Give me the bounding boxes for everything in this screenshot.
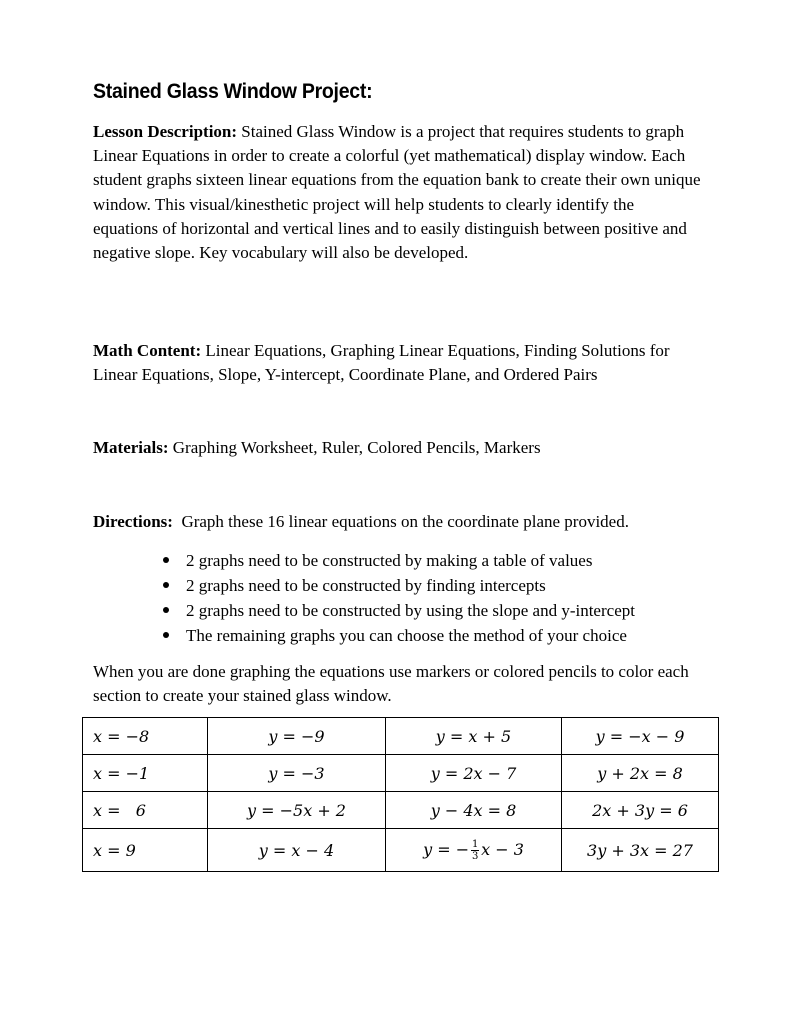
equation-cell: x = 9 <box>83 829 208 872</box>
equation-cell: y − 4x = 8 <box>386 792 562 829</box>
equation-cell-fraction: y = − $\frac{1}{3}$ x − 3 <box>386 829 562 872</box>
lesson-description-label: Lesson Description: <box>93 122 238 141</box>
equation-cell: x = 6 <box>83 792 208 829</box>
equation-cell: x = −1 <box>83 755 208 792</box>
materials <box>93 436 703 460</box>
closing-instructions: When you are done graphing the equations use markers or colored pencils to color each section to create your stained glass window. <box>93 662 689 706</box>
bullet-icon <box>163 582 169 588</box>
table-row <box>83 792 719 829</box>
equation-cell: y = −3 <box>208 755 386 792</box>
math-content-text: Linear Equations, Graphing Linear Equations, Finding Solutions for Linear Equations, Slope, Y-intercept, Coordinate Plane, and Ordered Pairs <box>93 341 670 385</box>
equation-cell: 3y + 3x = 27 <box>562 829 719 872</box>
list-item: The remaining graphs you can choose the method of your choice <box>163 623 635 648</box>
list-item: 2 graphs need to be constructed by making a table of values <box>163 548 635 573</box>
equation-cell: y + 2x = 8 <box>562 755 719 792</box>
equation-cell: 2x + 3y = 6 <box>562 792 719 829</box>
list-item: 2 graphs need to be constructed by using the slope and y-intercept <box>163 598 635 623</box>
math-content-label: Math Content: <box>93 341 202 360</box>
equation-cell: y = x + 5 <box>386 718 562 755</box>
bullet-icon <box>163 557 169 563</box>
bullet-icon <box>163 607 169 613</box>
lesson-description-text: Stained Glass Window is a project that requires students to graph Linear Equations in order to create a colorful (yet mathematical) display window. Each student graphs sixteen linear equations from the equation bank to create their own unique window. This visual/kinesthetic project will help students to clearly identify the equations of horizontal and vertical lines and to easily distinguish between positive and negative slope. Key vocabulary will also be developed. <box>93 122 701 263</box>
page-title: Stained Glass Window Project: <box>93 80 373 103</box>
equation-cell: y = x − 4 <box>208 829 386 872</box>
math-content <box>93 339 703 387</box>
table-row <box>83 718 719 755</box>
equation-cell: y = −x − 9 <box>562 718 719 755</box>
materials-label: Materials: <box>93 438 169 457</box>
directions-list <box>163 548 635 648</box>
equation-cell: y = −9 <box>208 718 386 755</box>
equation-bank-table <box>82 717 719 872</box>
list-item: 2 graphs need to be constructed by finding intercepts <box>163 573 635 598</box>
equation-cell: x = −8 <box>83 718 208 755</box>
table-row <box>83 755 719 792</box>
directions-label: Directions: <box>93 512 173 531</box>
directions <box>93 510 703 534</box>
bullet-icon <box>163 632 169 638</box>
lesson-description <box>93 120 703 265</box>
equation-cell: y = 2x − 7 <box>386 755 562 792</box>
table-row <box>83 829 719 872</box>
equation-cell: y = −5x + 2 <box>208 792 386 829</box>
directions-text: Graph these 16 linear equations on the coordinate plane provided. <box>172 512 629 531</box>
materials-text: Graphing Worksheet, Ruler, Colored Pencils, Markers <box>168 438 541 457</box>
fraction: $\frac{1}{3}$ <box>471 838 479 862</box>
